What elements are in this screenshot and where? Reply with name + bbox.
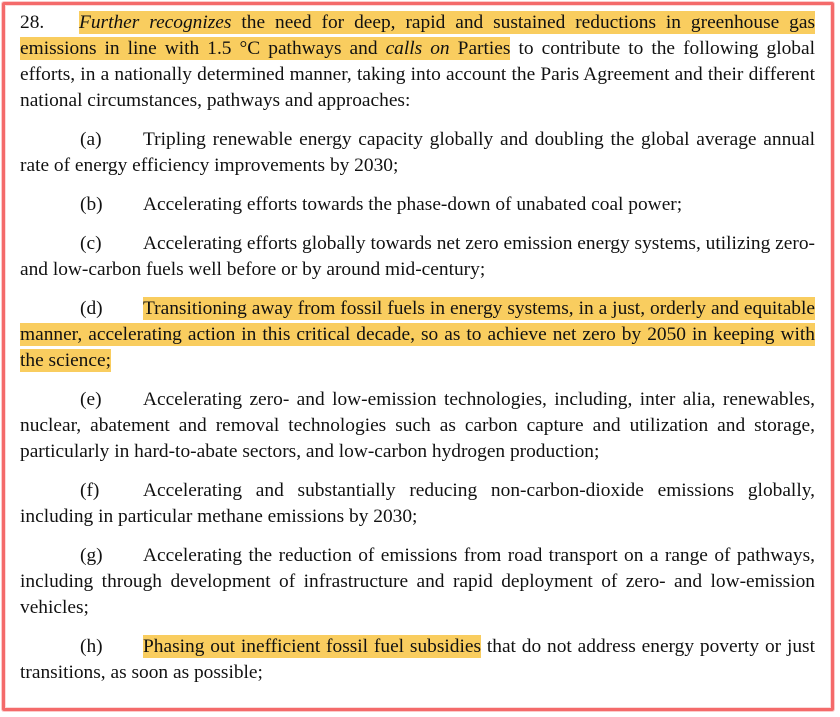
item-text: that do not address energy poverty or just transitions, as soon as possible; — [20, 636, 815, 683]
item-text: Tripling renewable energy capacity globally and doubling the global average annual rate of energy efficiency improvements by 2030; — [20, 129, 815, 176]
intro-plain-text: to contribute to the following global efforts, in a nationally determined manner, taking into account the Paris Agreement and their different national circumstances, pathways and approaches: — [20, 38, 815, 111]
item-g — [20, 543, 815, 621]
italic-further-recognizes: Further recognizes — [79, 12, 232, 33]
item-text: Accelerating efforts towards the phase-down of unabated coal power; — [143, 194, 683, 215]
item-text: Accelerating zero- and low-emission technologies, including, inter alia, renewables, nuclear, abatement and removal technologies such as carbon capture and utilization and storage, particularly in hard-to-abate sectors, and low-carbon hydrogen production; — [20, 389, 815, 462]
item-e — [20, 387, 815, 465]
item-text: Accelerating the reduction of emissions from road transport on a range of pathways, including through development of infrastructure and rapid deployment of zero- and low-emission vehicles; — [20, 545, 815, 618]
item-label: (h) — [80, 636, 103, 657]
item-label: (g) — [80, 545, 103, 566]
item-c — [20, 231, 815, 283]
italic-calls-on: calls on — [385, 38, 450, 59]
highlight-intro: Further recognizes the need for deep, rapid and sustained reductions in greenhouse gas emissions in line with 1.5 °C pathways and calls on Parties — [20, 12, 815, 59]
item-label: (d) — [80, 298, 103, 319]
item-d — [20, 296, 815, 374]
item-text: Accelerating efforts globally towards net zero emission energy systems, utilizing zero- and low-carbon fuels well before or by around mid-century; — [20, 233, 815, 280]
item-b — [20, 192, 815, 218]
item-label: (c) — [80, 233, 102, 254]
item-label: (e) — [80, 389, 102, 410]
item-label: (b) — [80, 194, 103, 215]
document-excerpt — [20, 10, 815, 699]
highlight-phasing-out-subsidies: Phasing out inefficient fossil fuel subsidies — [143, 636, 482, 657]
paragraph-number: 28. — [20, 12, 45, 33]
item-label: (f) — [80, 480, 100, 501]
item-label: (a) — [80, 129, 102, 150]
highlight-transitioning-away: Transitioning away from fossil fuels in energy systems, in a just, orderly and equitable manner, accelerating action in this critical decade, so as to achieve net zero by 2050 in keeping with the science; — [20, 298, 815, 371]
paragraph-28 — [20, 10, 815, 114]
item-f — [20, 478, 815, 530]
item-a — [20, 127, 815, 179]
item-h — [20, 634, 815, 686]
item-text: Accelerating and substantially reducing non-carbon-dioxide emissions globally, including in particular methane emissions by 2030; — [20, 480, 815, 527]
